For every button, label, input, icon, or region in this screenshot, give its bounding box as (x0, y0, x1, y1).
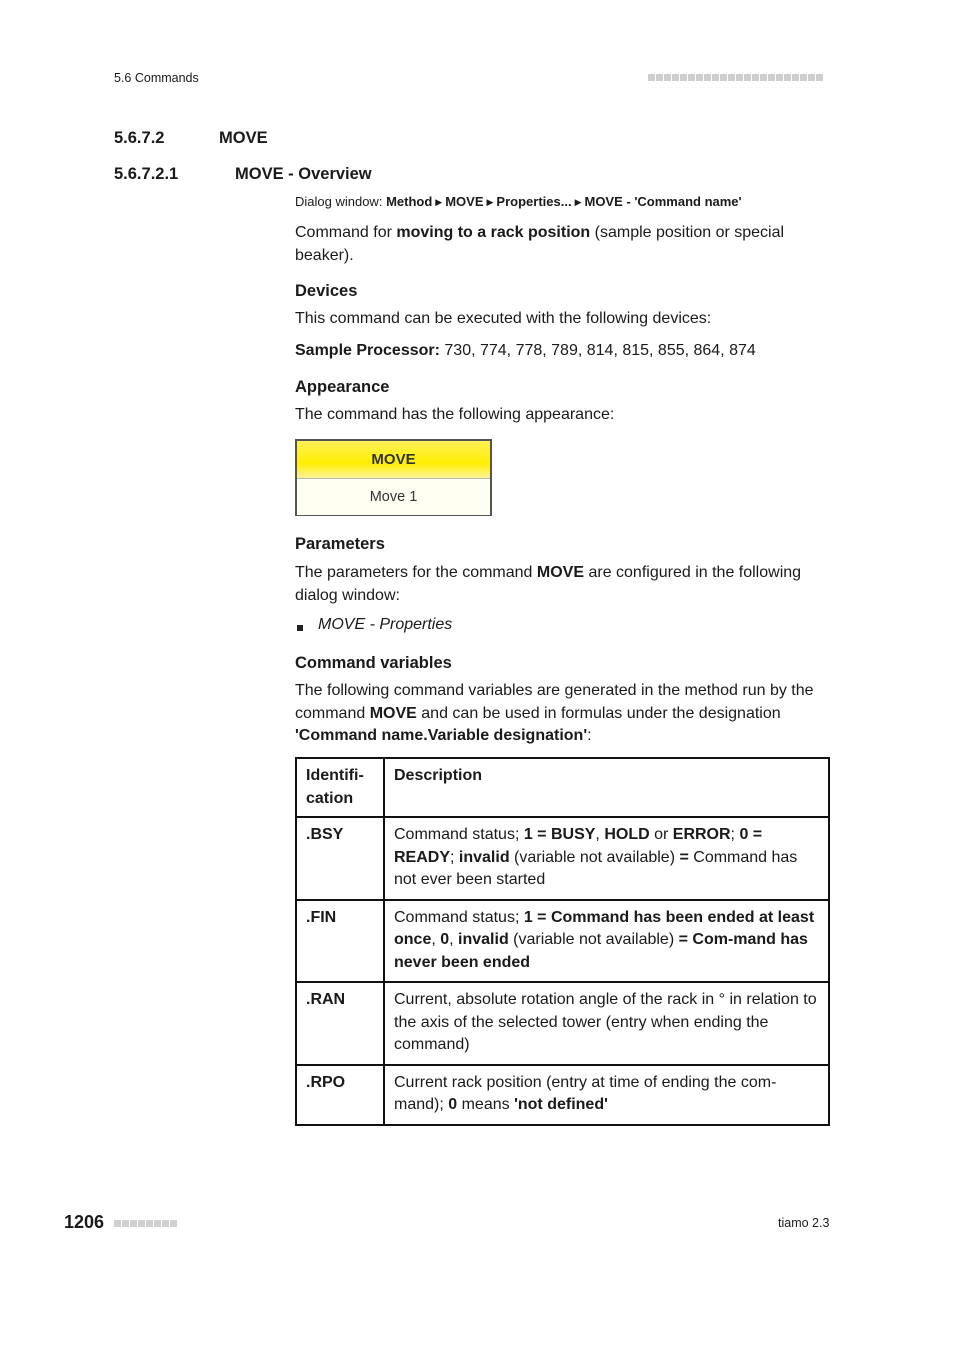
running-header-section: 5.6 Commands (114, 71, 199, 85)
table-row (296, 900, 829, 983)
triangle-right-icon: ▶ (435, 197, 443, 207)
intro-text: (sample position or special beaker). (295, 224, 785, 264)
parameters-text-bold: MOVE (536, 564, 585, 581)
header-decoration-squares (648, 74, 830, 81)
dialog-step: MOVE - 'Command name' (584, 194, 742, 209)
variable-description: Command status; 1 = BUSY, HOLD or ERROR; 0 = READY; invalid (variable not available) = Command has not ever been started (384, 817, 829, 900)
product-name: tiamo 2.3 (778, 1216, 830, 1230)
page-number: 1206 (64, 1212, 105, 1232)
parameters-text-part: are configured in the following dialog window: (295, 564, 802, 604)
variable-id: .FIN (296, 900, 384, 983)
variable-id: .BSY (296, 817, 384, 900)
triangle-right-icon: ▶ (574, 197, 582, 207)
table-row (296, 817, 829, 900)
parameters-heading: Parameters (295, 535, 385, 553)
table-row (296, 1065, 829, 1125)
header-identification: Identifi-cation (296, 758, 384, 817)
table-header-row (296, 758, 829, 817)
appearance-text: The command has the following appearance: (295, 406, 615, 423)
cv-text: : (587, 727, 592, 744)
section-heading (114, 129, 268, 148)
cv-bold: MOVE (369, 704, 417, 722)
dialog-prefix: Dialog window: (295, 194, 383, 209)
intro-text: Command for (295, 224, 397, 241)
devices-text: This command can be executed with the following devices: (295, 310, 712, 327)
dialog-step: Method (386, 194, 433, 209)
subsection-number: 5.6.7.2.1 (114, 165, 179, 183)
cv-text: and can be used in formulas under the designation (416, 704, 781, 722)
move-command-title: MOVE (297, 441, 490, 479)
subsection-heading (114, 165, 372, 184)
table-row (296, 982, 829, 1065)
footer-decoration-squares (114, 1220, 177, 1227)
dialog-step: MOVE (445, 194, 484, 209)
intro-bold: moving to a rack position (396, 224, 591, 241)
variable-description: Current rack position (entry at time of ending the com-mand); 0 means 'not defined' (384, 1065, 829, 1125)
parameters-dialog-link: MOVE - Properties (318, 616, 453, 633)
devices-heading: Devices (295, 282, 358, 300)
variable-description: Command status; 1 = Command has been ended at least once, 0, invalid (variable not available) = Com-mand has never been ended (384, 900, 829, 983)
intro-paragraph (295, 222, 830, 267)
dialog-window-path (295, 194, 742, 209)
devices-label: Sample Processor: (295, 342, 440, 359)
variable-description: Current, absolute rotation angle of the rack in ° in relation to the axis of the selected tower (entry when ending the command) (384, 982, 829, 1065)
appearance-heading: Appearance (295, 378, 390, 396)
variable-id: .RPO (296, 1065, 384, 1125)
parameters-text-part: The parameters for the command (295, 564, 537, 581)
command-variables-heading: Command variables (295, 654, 452, 672)
bullet-square-icon (297, 625, 303, 631)
devices-models: 730, 774, 778, 789, 814, 815, 855, 864, 874 (439, 342, 756, 359)
header-description: Description (384, 758, 829, 817)
section-title: MOVE (219, 129, 268, 147)
section-number: 5.6.7.2 (114, 129, 165, 147)
triangle-right-icon: ▶ (486, 197, 494, 207)
move-command-name: Move 1 (297, 479, 490, 515)
cv-bold: 'Command name.Variable designation' (295, 727, 588, 744)
dialog-step: Properties... (496, 194, 572, 209)
variable-id: .RAN (296, 982, 384, 1065)
cv-text: The following command variables are generated in the method run by the command (295, 682, 814, 722)
parameters-text (295, 562, 830, 607)
devices-list (295, 340, 830, 363)
command-variables-table (295, 757, 830, 1126)
command-variables-text (295, 680, 830, 748)
move-command-block (295, 439, 492, 516)
subsection-title: MOVE - Overview (235, 165, 372, 183)
